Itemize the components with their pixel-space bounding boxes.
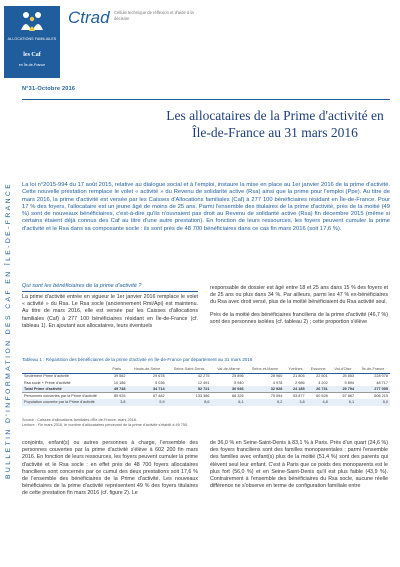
table-cell: 39 562 bbox=[113, 374, 126, 379]
table-row bbox=[22, 393, 390, 400]
table-cell: 6,1 bbox=[330, 399, 356, 405]
table-cell: 34 714 bbox=[128, 386, 167, 393]
table-cell: 68 326 bbox=[212, 393, 246, 400]
ctrad-subtitle: Cellule technique de réflexion et d'aide à la décision bbox=[114, 10, 194, 21]
table-cell: 277 095 bbox=[356, 386, 390, 393]
table-cell: 28 960 bbox=[270, 374, 283, 379]
table-cell: 3,8 bbox=[284, 399, 306, 405]
page-title: Les allocataires de la Prime d'activité en Île-de-France au 31 mars 2016 bbox=[166, 108, 384, 140]
table-row bbox=[22, 373, 390, 380]
table-cell: 6,1 bbox=[212, 399, 246, 405]
table-cell: 42 275 bbox=[197, 374, 210, 379]
table-cell: 53 877 bbox=[284, 393, 306, 400]
column-3-text: conjoints, enfant(s) ou autres personnes à charge, l'ensemble des personnes couvertes par la prime d'activité s'élève à 602 200 fin mars 2016. En fonction de leurs ressources, les foyers peuvent cumuler la prime d'activité et le Rsa socle : en effet près de 48 700 foyers allocataires franciliens sont concernés par ce cumul des deux prestations soit 17,6 % de l'ensemble des bénéficiaires de la Prime d'activité. Les nouveaux bénéficiaires de la prime d'activité représentent 49 % des foyers titulaires de cette prestation fin mars 2016 (cf. figure 2). Le bbox=[22, 440, 198, 497]
table-header-cell: Paris bbox=[106, 366, 128, 373]
table-cell: 52 721 bbox=[167, 386, 212, 393]
table-cell: 4 978 bbox=[272, 380, 283, 385]
table-cell: 228 078 bbox=[374, 374, 388, 379]
table-notes bbox=[22, 418, 390, 428]
table-cell: 10 186 bbox=[113, 380, 126, 385]
table-cell: 8,6 bbox=[167, 399, 212, 405]
table-cell: 6,2 bbox=[246, 399, 285, 405]
logo-region-text: en Île-de-France bbox=[18, 63, 46, 67]
table-cell: 21 805 bbox=[293, 374, 305, 379]
table-caption: Tableau 1 : Répartition des bénéficiaires de la prime d'activité en Île-de-France par département au 31 mars 2016 bbox=[22, 357, 253, 362]
table-cell: 26 731 bbox=[307, 386, 330, 393]
issue-number: N°31-Octobre 2016 bbox=[22, 86, 76, 92]
lead-paragraph: La loi n°2015-994 du 17 août 2015, relative au dialogue social et à l'emploi, instaure la mise en place au 1er janvier 2016 de la prime d'activité. Cette nouvelle prestation remplace le volet « activité » du Revenu de solidarité active (Rsa) ainsi que la prime pour l'emploi (Ppe). Au titre de mars 2016, la prime d'activité est versée par les Caisses d'Allocations familiales (Caf) à 277 100 bénéficiaires résidant en Île-de-France. Pour 17 % des foyers, l'allocataire est un jeune âgé de moins de 25 ans. Parmi l'ensemble des titulaires de la prime d'activité, près de la moitié (49 %) sont de nouveaux bénéficiaires, c'est-à-dire qu'ils n'ouvraient pas droit au Revenu de solidarité active (Rsa) fin décembre 2015 (même si certains étaient déjà connus des Caf au titre d'une autre prestation). En fonction de leurs ressources, les foyers peuvent cumuler la prime d'activité et le Rsa dans sa composante socle : ils sont près de 48 700 bénéficiaires dans ce cas fin mars 2016 (soit 17,6 %). bbox=[22, 182, 390, 232]
table-cell: 32 928 bbox=[246, 386, 285, 393]
table-cell: 75 594 bbox=[246, 393, 285, 400]
table-cell: 5 894 bbox=[344, 380, 355, 385]
table-header-cell: Essonne bbox=[307, 366, 330, 373]
table-cell: Total Prime d'activité bbox=[22, 386, 106, 393]
table-header-cell: Seine-Saint-Denis bbox=[167, 366, 212, 373]
logo-caf-text: les Caf bbox=[23, 52, 41, 58]
family-logo-icon bbox=[19, 10, 45, 32]
table-cell: 4,8 bbox=[307, 399, 330, 405]
table-cell: 60 528 bbox=[307, 393, 330, 400]
table-cell: 49 748 bbox=[106, 386, 128, 393]
column-2-paragraph-2: Près de la moitié des bénéficiaires franciliens de la prime d'activité (46,7 %) sont des personnes isolées (cf. tableau 2) ; cette proportion s'élève bbox=[210, 311, 388, 325]
table-total-row bbox=[22, 386, 390, 393]
table-header-cell: Yvelines bbox=[284, 366, 306, 373]
table-cell: 25 853 bbox=[342, 374, 355, 379]
table-cell: 5,9 bbox=[128, 399, 167, 405]
table-header-cell: Hauts-de-Seine bbox=[128, 366, 167, 373]
table-cell: 25 896 bbox=[231, 374, 244, 379]
table-cell: 12 491 bbox=[197, 380, 210, 385]
table-header-cell: Val-de-Marne bbox=[212, 366, 246, 373]
table-cell: 67 482 bbox=[128, 393, 167, 400]
table-header-cell: Seine-et-Marne bbox=[246, 366, 285, 373]
table-header-cell bbox=[22, 366, 106, 373]
table-source: Source : Caisses d'allocations familiales d'Île-de-France, mars 2016. bbox=[22, 418, 137, 422]
table-cell: 29 678 bbox=[152, 374, 165, 379]
table-cell: Personnes couvertes par la Prime d'activité bbox=[22, 393, 106, 400]
table-cell: 133 386 bbox=[167, 393, 212, 400]
vertical-bulletin-text: BULLETIN D'INFORMATION DES CAF EN ÎLE-DE-FRANCE bbox=[5, 181, 12, 479]
table-cell: 22 501 bbox=[316, 374, 328, 379]
vertical-bulletin-label bbox=[5, 110, 17, 550]
table-cell: 67 867 bbox=[330, 393, 356, 400]
department-table bbox=[22, 366, 390, 406]
table-cell: 5 036 bbox=[155, 380, 165, 385]
table-cell: Seulement Prime d'activité bbox=[24, 374, 69, 379]
table-row bbox=[22, 399, 390, 405]
column-4-text: de 36,0 % en Seine-Saint-Denis à 83,1 % à Paris. Près d'un quart (24,6 %) des foyers franciliens sont des familles monoparentales : parmi l'ensemble des familles avec enfant(s) plus de la moitié (51,4 %) sont des parents qui élèvent seul leur enfant. C'est à Paris que ce poids des monoparents est le plus fort (56,0 %) et en Seine-Saint-Denis qu'il est plus faible (43,9 %). Contrairement à l'ensemble des bénéficiaires du Rsa socle, aucune réelle différence ne s'observe en terme de configuration familiale entre bbox=[210, 440, 388, 490]
table-cell: Rsa socle + Prime d'activité bbox=[24, 380, 71, 385]
table-cell: 5 940 bbox=[234, 380, 244, 385]
table-cell: 29 794 bbox=[330, 386, 356, 393]
table-cell: 48 717 bbox=[376, 380, 388, 385]
column-1-text: La prime d'activité entrée en vigueur le 1er janvier 2016 remplace le volet « activité » du Rsa. Le Rsa socle (anciennement Rmi/Api) est maintenu. Au titre de mars 2016, elle est versée par les Caisses d'allocations familiales (Caf) à 277 100 bénéficiaires résidant en Île-de-France (cf. tableau 1). En ajoutant aux allocataires, leurs éventuels bbox=[22, 294, 198, 329]
column-2-paragraph-1: responsable de dossier est âgé entre 18 et 25 ans dans 15 % des foyers et de 25 ans ou plus dans 34 %. Par ailleurs, parmi les 47 % ex-bénéficiaires du Rsa avec droit versé, plus de la moitié bénéficiaient du Rsa activité seul. bbox=[210, 285, 388, 306]
table-cell: 606 215 bbox=[356, 393, 390, 400]
section-divider bbox=[22, 291, 198, 292]
section-heading: Qui sont les bénéficiaires de la prime d'activité ? bbox=[22, 283, 142, 289]
table-header-cell: Val-d'Oise bbox=[330, 366, 356, 373]
table-reading-note: Lecture : Fin mars 2016, le nombre d'allocataires percevant de la prime d'activité s'établit à 49 750. bbox=[22, 423, 189, 427]
table-cell: 2 986 bbox=[295, 380, 305, 385]
table-cell: 30 946 bbox=[212, 386, 246, 393]
header-divider bbox=[22, 99, 390, 100]
column-2-text bbox=[210, 285, 388, 326]
table-cell: 5,0 bbox=[356, 399, 390, 405]
table-cell: 3,8 bbox=[106, 399, 128, 405]
table-cell: 4 202 bbox=[318, 380, 328, 385]
table-cell: 89 925 bbox=[106, 393, 128, 400]
logo-allocations-text: ALLOCATIONS FAMILIALES bbox=[7, 37, 57, 41]
table-header-row bbox=[22, 366, 390, 373]
ctrad-wordmark: Ctrad bbox=[68, 8, 110, 27]
table-header-cell: Île-de-France bbox=[356, 366, 390, 373]
table-cell: 24 185 bbox=[284, 386, 306, 393]
table-cell: Population couverte par la Prime d'activité bbox=[22, 399, 106, 405]
